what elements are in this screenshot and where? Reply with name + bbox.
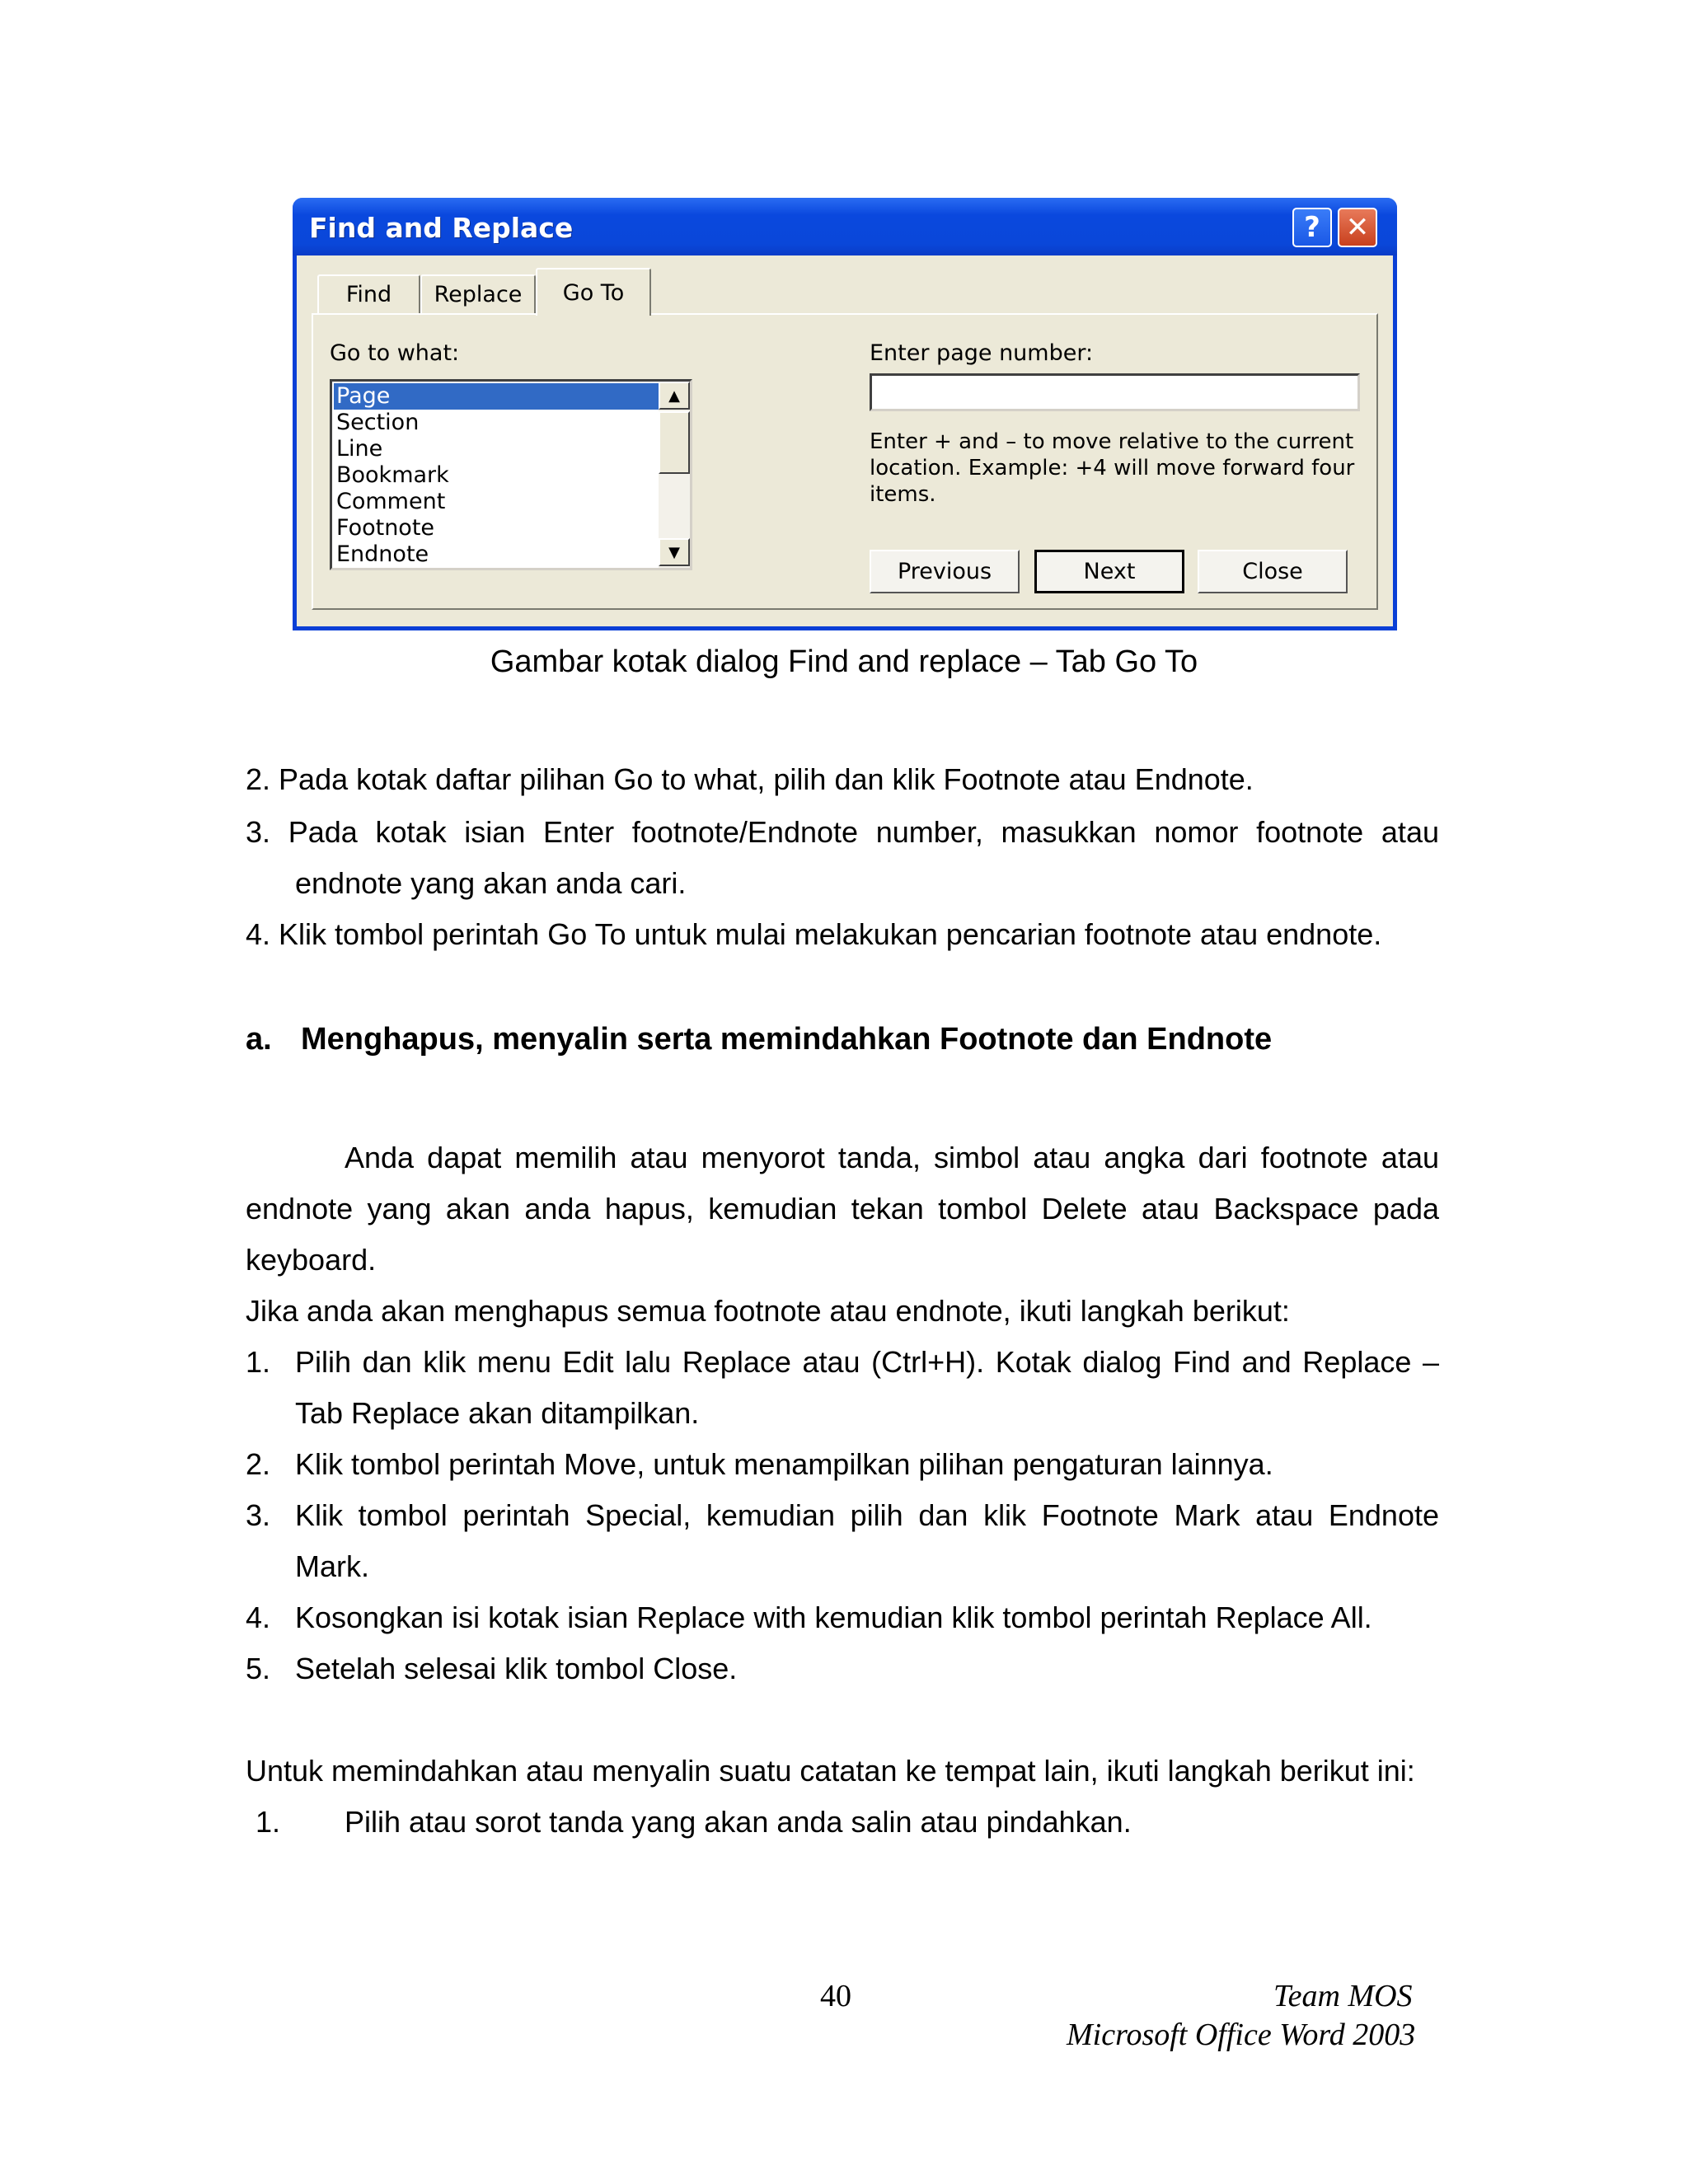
help-icon: ?: [1304, 211, 1320, 244]
paragraph-line: keyboard.: [246, 1243, 377, 1277]
dialog-titlebar: [293, 198, 1397, 255]
list-item-footnote[interactable]: Footnote: [336, 515, 435, 541]
move-intro: Untuk memindahkan atau menyalin suatu catatan ke tempat lain, ikuti langkah berikut ini:: [246, 1754, 1415, 1788]
delete-step-number: 2.: [246, 1447, 271, 1481]
delete-step-text: Pilih dan klik menu Edit lalu Replace atau (Ctrl+H). Kotak dialog Find and Replace –: [295, 1345, 1439, 1379]
delete-step-number: 4.: [246, 1601, 271, 1634]
close-icon: ✕: [1345, 211, 1370, 244]
footer-product: Microsoft Office Word 2003: [1067, 2018, 1416, 2052]
page-number: 40: [820, 1979, 851, 2013]
paragraph-line: endnote yang akan anda hapus, kemudian tekan tombol Delete atau Backspace pada: [246, 1192, 1439, 1226]
step-number: 3.: [246, 815, 271, 849]
step-number: 2.: [246, 762, 271, 796]
delete-step-text: Mark.: [295, 1549, 369, 1583]
section-heading: [246, 1022, 1272, 1057]
list-item-endnote[interactable]: Endnote: [336, 541, 429, 567]
delete-step-text: Kosongkan isi kotak isian Replace with kemudian klik tombol perintah Replace All.: [295, 1601, 1372, 1634]
chevron-up-icon: ▲: [668, 387, 680, 405]
step-2: [246, 754, 1254, 805]
delete-step-text: Klik tombol perintah Move, untuk menampilkan pilihan pengaturan lainnya.: [295, 1447, 1273, 1481]
delete-step-number: 5.: [246, 1652, 271, 1685]
step-text: Klik tombol perintah Go To untuk mulai melakukan pencarian footnote atau endnote.: [279, 917, 1382, 951]
delete-step-text: Klik tombol perintah Special, kemudian pilih dan klik Footnote Mark atau Endnote: [295, 1498, 1439, 1532]
list-item-page[interactable]: Page: [334, 383, 659, 410]
delete-step-text: Tab Replace akan ditampilkan.: [295, 1396, 700, 1430]
tab-find[interactable]: Find: [317, 274, 420, 313]
hint-line: Enter + and – to move relative to the current: [870, 429, 1354, 454]
find-replace-dialog: [293, 198, 1397, 630]
scroll-up-button[interactable]: [659, 382, 690, 410]
dialog-title: Find and Replace: [309, 212, 574, 244]
footer-team: Team MOS: [1273, 1979, 1413, 2013]
close-button[interactable]: Close: [1198, 550, 1348, 593]
step-text: Pada kotak isian Enter footnote/Endnote number, masukkan nomor footnote atau: [288, 815, 1439, 849]
list-item-comment[interactable]: Comment: [336, 489, 446, 514]
step-4: [246, 909, 1381, 960]
hint-text: [870, 429, 1364, 508]
move-step-text: Pilih atau sorot tanda yang akan anda salin atau pindahkan.: [345, 1805, 1132, 1839]
tab-replace[interactable]: Replace: [420, 274, 536, 313]
close-window-button[interactable]: [1338, 208, 1377, 247]
figure-caption: Gambar kotak dialog Find and replace – Tab Go To: [490, 644, 1198, 679]
delete-step-text: Setelah selesai klik tombol Close.: [295, 1652, 738, 1685]
scroll-thumb[interactable]: [659, 411, 690, 474]
listbox-scrollbar[interactable]: [659, 382, 690, 568]
help-button[interactable]: [1292, 208, 1332, 247]
step-3-cont: endnote yang akan anda cari.: [295, 866, 687, 900]
hint-line: location. Example: +4 will move forward four: [870, 456, 1355, 480]
delete-intro: Jika anda akan menghapus semua footnote atau endnote, ikuti langkah berikut:: [246, 1294, 1290, 1328]
page-number-label: Enter page number:: [870, 340, 1094, 366]
go-to-what-label: Go to what:: [330, 340, 460, 366]
previous-button[interactable]: Previous: [870, 550, 1020, 593]
heading-text: Menghapus, menyalin serta memindahkan Footnote dan Endnote: [301, 1022, 1273, 1057]
step-number: 4.: [246, 917, 271, 951]
chevron-down-icon: ▼: [668, 543, 680, 561]
step-text: Pada kotak daftar pilihan Go to what, pilih dan klik Footnote atau Endnote.: [279, 762, 1254, 796]
move-step-number: 1.: [256, 1805, 281, 1839]
list-item-bookmark[interactable]: Bookmark: [336, 462, 449, 488]
next-button[interactable]: Next: [1034, 550, 1184, 593]
list-item-section[interactable]: Section: [336, 410, 420, 435]
paragraph-line: Anda dapat memilih atau menyorot tanda, simbol atau angka dari footnote atau: [345, 1141, 1439, 1174]
list-item-line[interactable]: Line: [336, 436, 383, 462]
delete-step-number: 1.: [246, 1345, 271, 1379]
go-to-what-listbox[interactable]: [330, 379, 692, 570]
heading-number: a.: [246, 1022, 272, 1057]
delete-step-number: 3.: [246, 1498, 271, 1532]
hint-line: items.: [870, 482, 936, 507]
tab-go-to[interactable]: Go To: [536, 268, 651, 316]
scroll-down-button[interactable]: [659, 538, 690, 566]
step-3: [246, 807, 1439, 858]
page-number-input[interactable]: [870, 373, 1360, 411]
